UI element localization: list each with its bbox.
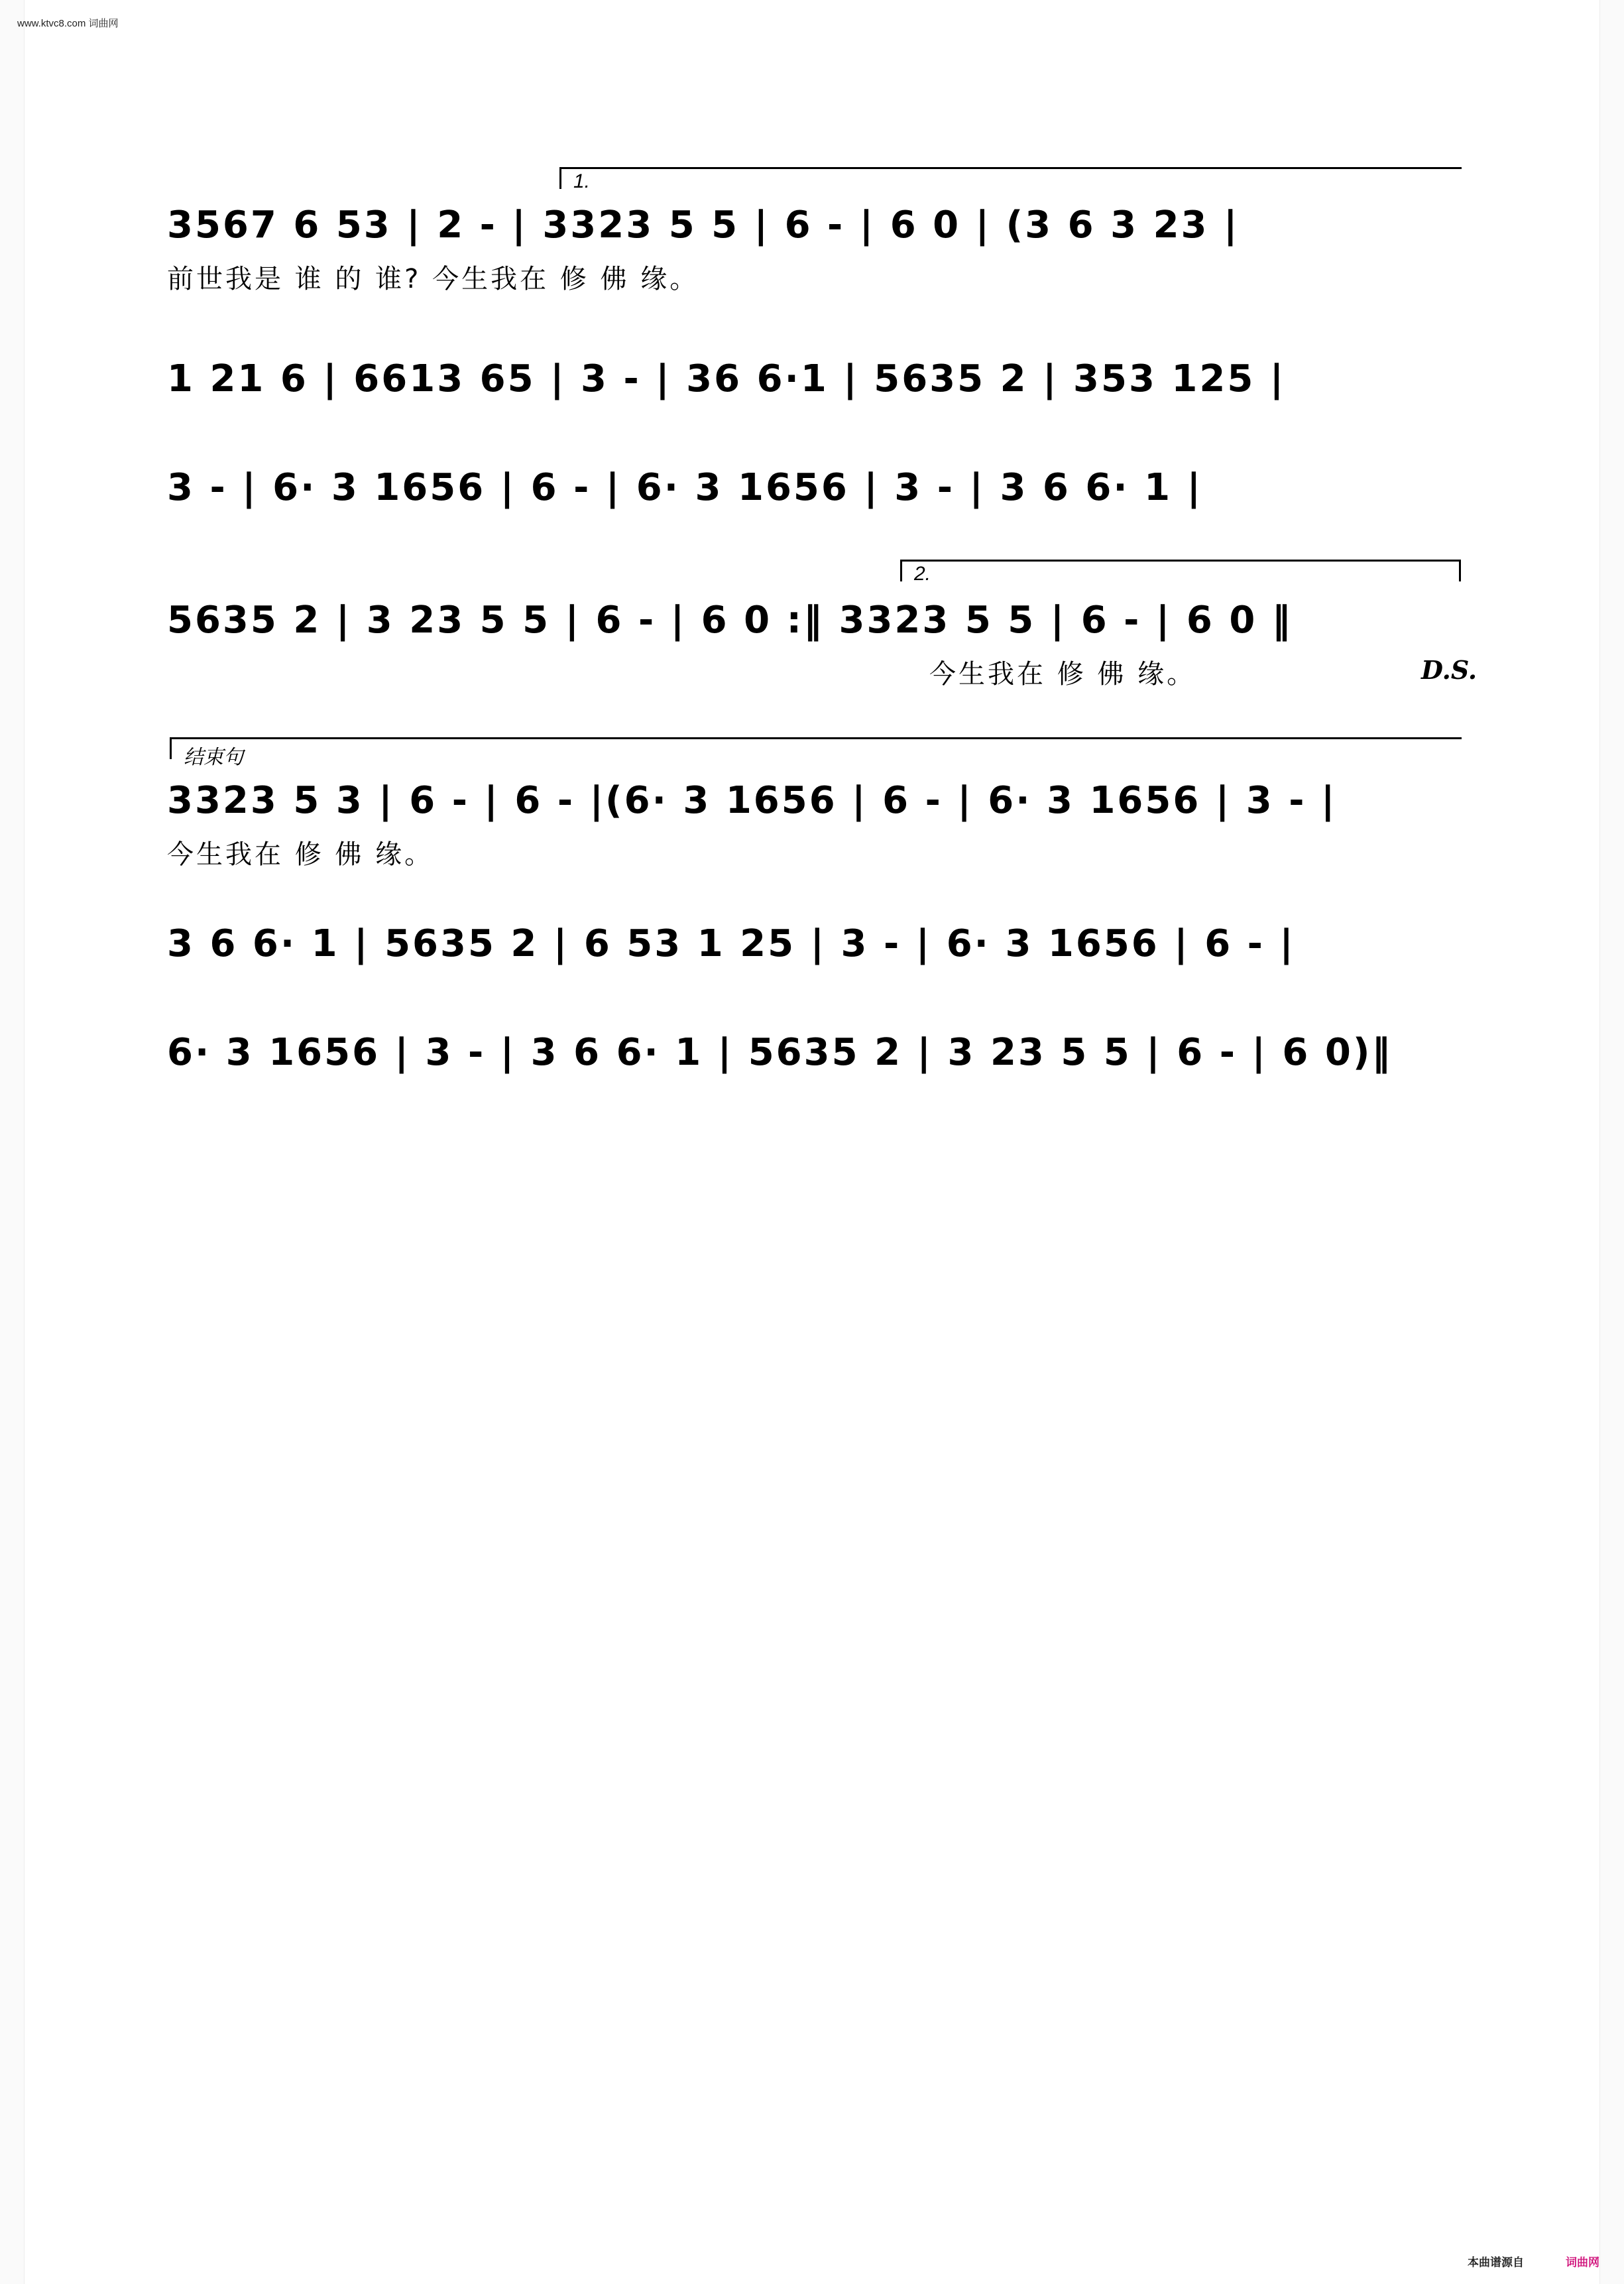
notation-line: 5635 2 | 3 23 5 5 | 6 - | 6 0 :‖ 3323 5 5 | 6 - | 6 0 ‖ [167, 599, 1293, 642]
notation-line: 1 21 6 | 6613 65 | 3 - | 36 6·1 | 5635 2 | 353 125 | [167, 357, 1286, 400]
site-logo-text: 词曲网 [1566, 2256, 1599, 2269]
volta-bracket-2 [900, 560, 1461, 585]
notation-line: 3 - | 6· 3 1656 | 6 - | 6· 3 1656 | 3 - | 3 6 6· 1 | [167, 466, 1203, 509]
left-margin-strip [0, 0, 25, 2284]
lyrics-line: 今生我在 修 佛 缘。 [167, 839, 434, 870]
lyrics-line: 前世我是 谁 的 谁? 今生我在 修 佛 缘。 [167, 264, 699, 294]
volta-bracket-ending [170, 737, 1462, 768]
volta-label: 1. [573, 170, 591, 192]
volta-bracket-1 [559, 167, 1462, 192]
notation-line: 3323 5 3 | 6 - | 6 - |(6· 3 1656 | 6 - | 6· 3 1656 | 3 - | [167, 779, 1337, 822]
notation-line: 6· 3 1656 | 3 - | 3 6 6· 1 | 5635 2 | 3 23 5 5 | 6 - | 6 0)‖ [167, 1031, 1393, 1074]
volta-label: 结束句 [184, 747, 243, 768]
site-header: www.ktvc8.com 词曲网 [17, 18, 119, 29]
lyrics-line: 今生我在 修 佛 缘。 [929, 659, 1196, 690]
source-label: 本曲谱源自 [1468, 2256, 1524, 2269]
ds-marking: D.S. [1421, 655, 1478, 685]
notation-line: 3567 6 53 | 2 - | 3323 5 5 | 6 - | 6 0 | (3 6 3 23 | [167, 204, 1240, 247]
right-margin-strip [1599, 0, 1624, 2284]
notation-line: 3 6 6· 1 | 5635 2 | 6 53 1 25 | 3 - | 6· 3 1656 | 6 - | [167, 922, 1295, 965]
volta-label: 2. [914, 563, 931, 585]
